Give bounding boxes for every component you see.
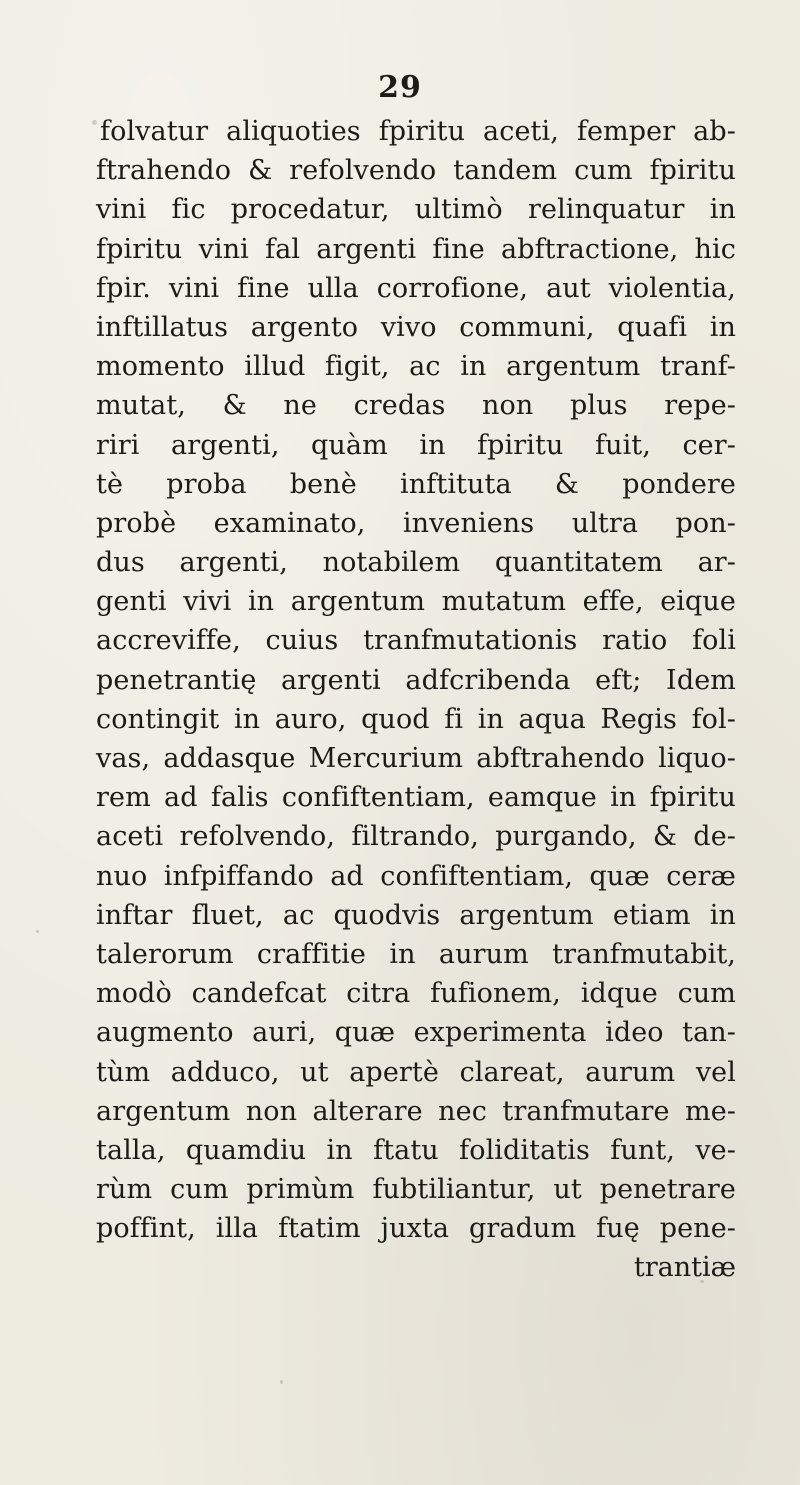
text-line: talerorum craffitie in aurum tranfmutabit,: [96, 938, 736, 970]
text-line: vas, addasque Mercurium abftrahendo liquo-: [96, 743, 736, 774]
text-line: momento illud figit, ac in argentum tranf-: [96, 351, 736, 383]
text-line: tùm adduco, ut apertè clareat, aurum vel: [96, 1056, 736, 1088]
text-line: fpir. vini fine ulla corrofione, aut violentia,: [96, 272, 736, 304]
catchword: trantiæ: [633, 1252, 736, 1284]
text-line: tè proba benè inftituta & pondere: [96, 468, 736, 500]
text-line: poffint, illa ftatim juxta gradum fuę pene-: [96, 1213, 736, 1245]
text-line: rem ad falis confiftentiam, eamque in fpiritu: [96, 782, 736, 814]
paper-speck: [36, 930, 39, 933]
text-line: modò candefcat citra fufionem, idque cum: [96, 978, 736, 1010]
body-text: [96, 112, 736, 1288]
text-line: inftar fluet, ac quodvis argentum etiam in: [96, 899, 736, 931]
paper-speck: [280, 1380, 283, 1384]
text-line: inftillatus argento vivo communi, quafi in: [96, 311, 736, 343]
text-line: dus argenti, notabilem quantitatem ar-: [96, 547, 736, 579]
text-line: ftrahendo & refolvendo tandem cum fpiritu: [96, 155, 736, 187]
text-line: nuo infpiffando ad confiftentiam, quæ ceræ: [96, 860, 736, 892]
text-line: penetrantię argenti adfcribenda eft; Idem: [96, 664, 736, 696]
paper-speck: [92, 120, 97, 125]
paper-speck: [700, 1280, 704, 1283]
text-line: riri argenti, quàm in fpiritu fuit, cer-: [96, 429, 736, 461]
text-line: vini fic procedatur, ultimò relinquatur in: [96, 194, 736, 226]
text-line: folvatur aliquoties fpiritu aceti, femper ab-: [100, 116, 736, 147]
text-line: mutat, & ne credas non plus repe-: [96, 390, 736, 422]
text-line: argentum non alterare nec tranfmutare me-: [96, 1095, 736, 1127]
page-number: 29: [378, 70, 422, 105]
text-line: aceti refolvendo, filtrando, purgando, & de-: [96, 821, 736, 853]
text-line: probè examinato, inveniens ultra pon-: [96, 507, 736, 539]
text-line: talla, quamdiu in ftatu foliditatis funt, ve-: [96, 1134, 736, 1166]
text-line: fpiritu vini fal argenti fine abftractione, hic: [96, 233, 736, 265]
text-line: accreviffe, cuius tranfmutationis ratio foli: [96, 625, 736, 657]
text-line: augmento auri, quæ experimenta ideo tan-: [96, 1017, 736, 1049]
text-line: genti vivi in argentum mutatum effe, eique: [96, 586, 736, 618]
text-line: contingit in auro, quod fi in aqua Regis fol-: [96, 703, 736, 735]
text-line: rùm cum primùm fubtiliantur, ut penetrare: [96, 1174, 736, 1206]
